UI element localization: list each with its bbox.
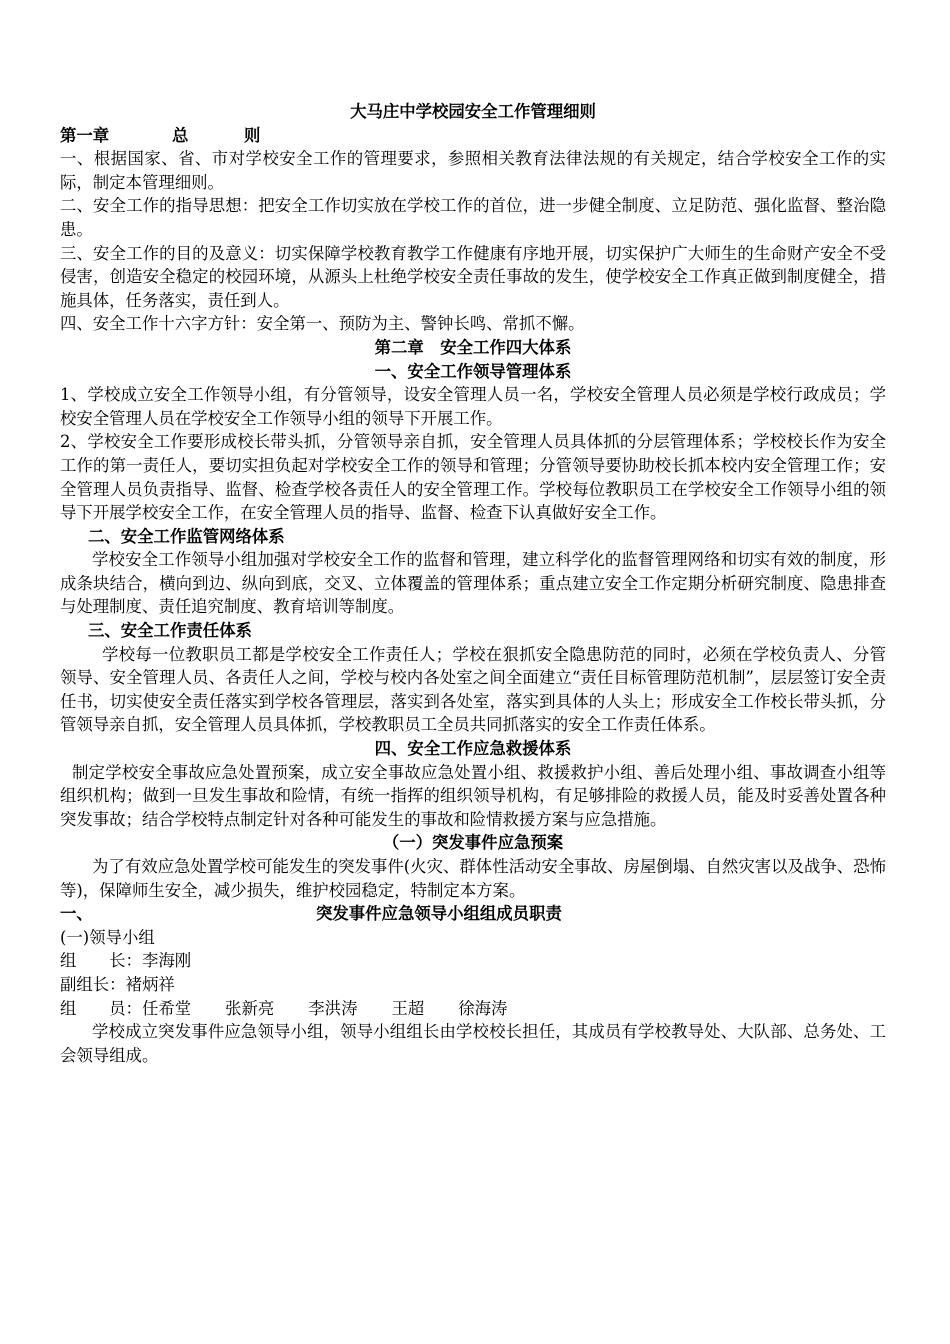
members-label: 组 员：	[60, 998, 142, 1018]
leader-name: 李海刚	[141, 951, 192, 971]
chapter-1-title-part2: 则	[244, 125, 261, 145]
section-1-item-2: 2、学校安全工作要形成校长带头抓，分管领导亲自抓，安全管理人员具体抓的分层管理体系；学校校长作为安全工作的第一责任人，要切实担负起对学校安全工作的领导和管理；分管领导要协助校长抓本校内安全管理工作；安全管理人员负责指导、监督、检查学校各责任人的安全管理工作。学校每位教职员工在学校安全工作领导小组的领导下开展学校安全工作，在安全管理人员的指导、监督、检查下认真做好安全工作。	[60, 432, 886, 523]
member-name: 张新亮	[225, 998, 275, 1018]
section-2-heading: 二、安全工作监管网络体系	[88, 526, 285, 546]
leader-line	[60, 949, 886, 973]
duty-number: 一、	[60, 904, 93, 924]
section-3-body: 学校每一位教职员工都是学校安全工作责任人；学校在狠抓安全隐患防范的同时，必须在学校负责人、分管领导、安全管理人员、各责任人之间，学校与校内各处室之间全面建立“责任目标管理防范机制”，层层签订安全责任书，切实使安全责任落实到学校各管理层，落实到各处室，落实到具体的人头上；形成安全工作校长带头抓，分管领导亲自抓，安全管理人员具体抓，学校教职员工全员共同抓落实的安全工作责任体系。	[60, 644, 886, 735]
section-2-body: 学校安全工作领导小组加强对学校安全工作的监督和管理，建立科学化的监督管理网络和切实有效的制度，形成条块结合，横向到边、纵向到底，交叉、立体覆盖的管理体系；重点建立安全工作定期分析研究制度、隐患排查与处理制度、责任追究制度、教育培训等制度。	[60, 550, 886, 617]
plan-body: 为了有效应急处置学校可能发生的突发事件(火灾、群体性活动安全事故、房屋倒塌、自然灾害以及战争、恐怖等)，保障师生安全，减少损失，维护校园稳定，特制定本方案。	[60, 857, 886, 900]
group-label: (一)领导小组	[60, 927, 155, 947]
chapter-1-heading	[60, 124, 886, 148]
chapter-1-title-part1: 总	[172, 125, 189, 145]
vice-leader-label: 副组长：	[60, 974, 126, 994]
duty-heading	[60, 902, 886, 926]
vice-leader-line	[60, 973, 886, 997]
member-name: 徐海涛	[458, 998, 508, 1018]
section-1-heading: 一、安全工作领导管理体系	[374, 361, 572, 381]
chapter-1-item-4: 四、安全工作十六字方针：安全第一、预防为主、警钟长鸣、常抓不懈。	[60, 314, 585, 334]
section-4-heading: 四、安全工作应急救援体系	[374, 739, 572, 759]
members-line	[60, 997, 886, 1021]
chapter-1-item-1: 一、根据国家、省、市对学校安全工作的管理要求，参照相关教育法律法规的有关规定，结合学校安全工作的实际，制定本管理细则。	[60, 149, 886, 192]
section-1-item-1: 1、学校成立安全工作领导小组，有分管领导，设安全管理人员一名，学校安全管理人员必须是学校行政成员；学校安全管理人员在学校安全工作领导小组的领导下开展工作。	[60, 385, 886, 428]
duty-title: 突发事件应急领导小组组成员职责	[316, 904, 562, 924]
leader-label: 组 长：	[60, 951, 142, 971]
document-page	[60, 100, 886, 1067]
section-4-body: 制定学校安全事故应急处置预案，成立安全事故应急处置小组、救援救护小组、善后处理小组、事故调查小组等组织机构；做到一旦发生事故和险情，有统一指挥的组织领导机构，有足够排险的救援人员，能及时妥善处置各种突发事故；结合学校特点制定针对各种可能发生的事故和险情救援方案与应急措施。	[60, 762, 886, 829]
plan-heading: （一）突发事件应急预案	[382, 833, 564, 853]
member-name: 王超	[391, 998, 425, 1018]
chapter-1-item-2: 二、安全工作的指导思想：把安全工作切实放在学校工作的首位，进一步健全制度、立足防范、强化监督、整治隐患。	[60, 196, 886, 239]
chapter-1-item-3: 三、安全工作的目的及意义：切实保障学校教育教学工作健康有序地开展，切实保护广大师生的生命财产安全不受侵害，创造安全稳定的校园环境，从源头上杜绝学校安全责任事故的发生，使学校安全工作真正做到制度健全，措施具体，任务落实，责任到人。	[60, 243, 886, 310]
document-title: 大马庄中学校园安全工作管理细则	[350, 102, 596, 121]
chapter-1-label: 第一章	[60, 125, 110, 145]
member-name: 李洪涛	[308, 998, 358, 1018]
closing-paragraph: 学校成立突发事件应急领导小组，领导小组组长由学校校长担任，其成员有学校教导处、大队部、总务处、工会领导组成。	[60, 1022, 886, 1065]
section-3-heading: 三、安全工作责任体系	[88, 621, 252, 641]
vice-leader-name: 褚炳祥	[125, 974, 175, 994]
chapter-2-heading: 第二章 安全工作四大体系	[374, 337, 572, 357]
member-name: 任希堂	[141, 998, 192, 1018]
